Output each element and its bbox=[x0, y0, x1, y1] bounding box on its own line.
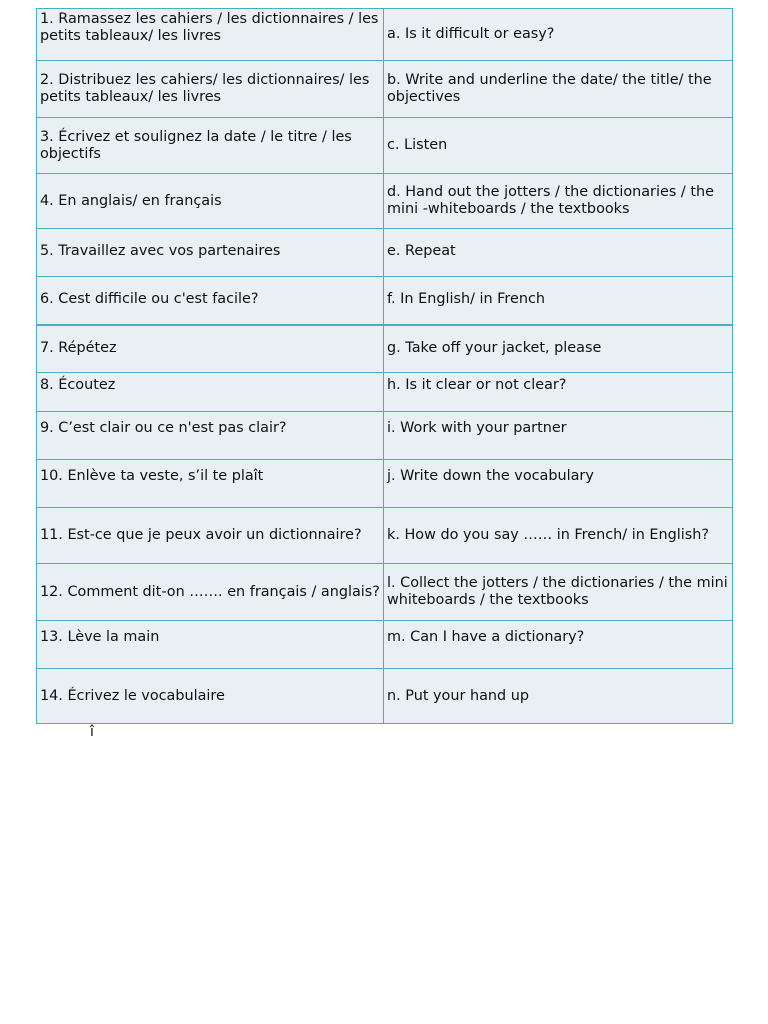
table-row bbox=[37, 508, 733, 564]
table-row bbox=[37, 325, 733, 373]
english-phrase-cell: d. Hand out the jotters / the dictionaries / the mini -whiteboards / the textbooks bbox=[384, 174, 733, 229]
english-phrase-cell: g. Take off your jacket, please bbox=[384, 325, 733, 373]
table-row bbox=[37, 373, 733, 412]
english-phrase-cell: i. Work with your partner bbox=[384, 412, 733, 460]
table-row bbox=[37, 174, 733, 229]
french-phrase-cell: 10. Enlève ta veste, s’il te plaît bbox=[37, 460, 384, 508]
english-phrase-cell: b. Write and underline the date/ the title/ the objectives bbox=[384, 61, 733, 118]
table-row bbox=[37, 564, 733, 621]
english-phrase-cell: h. Is it clear or not clear? bbox=[384, 373, 733, 412]
table-row bbox=[37, 669, 733, 724]
table-row bbox=[37, 229, 733, 277]
table-row bbox=[37, 9, 733, 61]
english-phrase-cell: f. In English/ in French bbox=[384, 277, 733, 325]
english-phrase-cell: l. Collect the jotters / the dictionaries / the mini whiteboards / the textbooks bbox=[384, 564, 733, 621]
english-phrase-cell: k. How do you say …… in French/ in English? bbox=[384, 508, 733, 564]
french-phrase-cell: 1. Ramassez les cahiers / les dictionnaires / les petits tableaux/ les livres bbox=[37, 9, 384, 61]
french-phrase-cell: 9. C’est clair ou ce n'est pas clair? bbox=[37, 412, 384, 460]
english-phrase-cell: n. Put your hand up bbox=[384, 669, 733, 724]
table-row bbox=[37, 460, 733, 508]
french-phrase-cell: 14. Écrivez le vocabulaire bbox=[37, 669, 384, 724]
english-phrase-cell: j. Write down the vocabulary bbox=[384, 460, 733, 508]
french-phrase-cell: 13. Lève la main bbox=[37, 621, 384, 669]
french-phrase-cell: 2. Distribuez les cahiers/ les dictionnaires/ les petits tableaux/ les livres bbox=[37, 61, 384, 118]
french-phrase-cell: 3. Écrivez et soulignez la date / le titre / les objectifs bbox=[37, 118, 384, 174]
french-phrase-cell: 4. En anglais/ en français bbox=[37, 174, 384, 229]
stray-character: î bbox=[90, 724, 94, 740]
french-phrase-cell: 6. Cest difficile ou c'est facile? bbox=[37, 277, 384, 325]
table-row bbox=[37, 118, 733, 174]
french-phrase-cell: 7. Répétez bbox=[37, 325, 384, 373]
french-phrase-cell: 11. Est-ce que je peux avoir un dictionnaire? bbox=[37, 508, 384, 564]
matching-table bbox=[36, 8, 733, 724]
english-phrase-cell: m. Can I have a dictionary? bbox=[384, 621, 733, 669]
french-phrase-cell: 12. Comment dit-on ……. en français / anglais? bbox=[37, 564, 384, 621]
table-row bbox=[37, 61, 733, 118]
table-row bbox=[37, 277, 733, 325]
table-row bbox=[37, 621, 733, 669]
french-phrase-cell: 8. Écoutez bbox=[37, 373, 384, 412]
french-phrase-cell: 5. Travaillez avec vos partenaires bbox=[37, 229, 384, 277]
table-row bbox=[37, 412, 733, 460]
english-phrase-cell: a. Is it difficult or easy? bbox=[384, 9, 733, 61]
english-phrase-cell: e. Repeat bbox=[384, 229, 733, 277]
english-phrase-cell: c. Listen bbox=[384, 118, 733, 174]
